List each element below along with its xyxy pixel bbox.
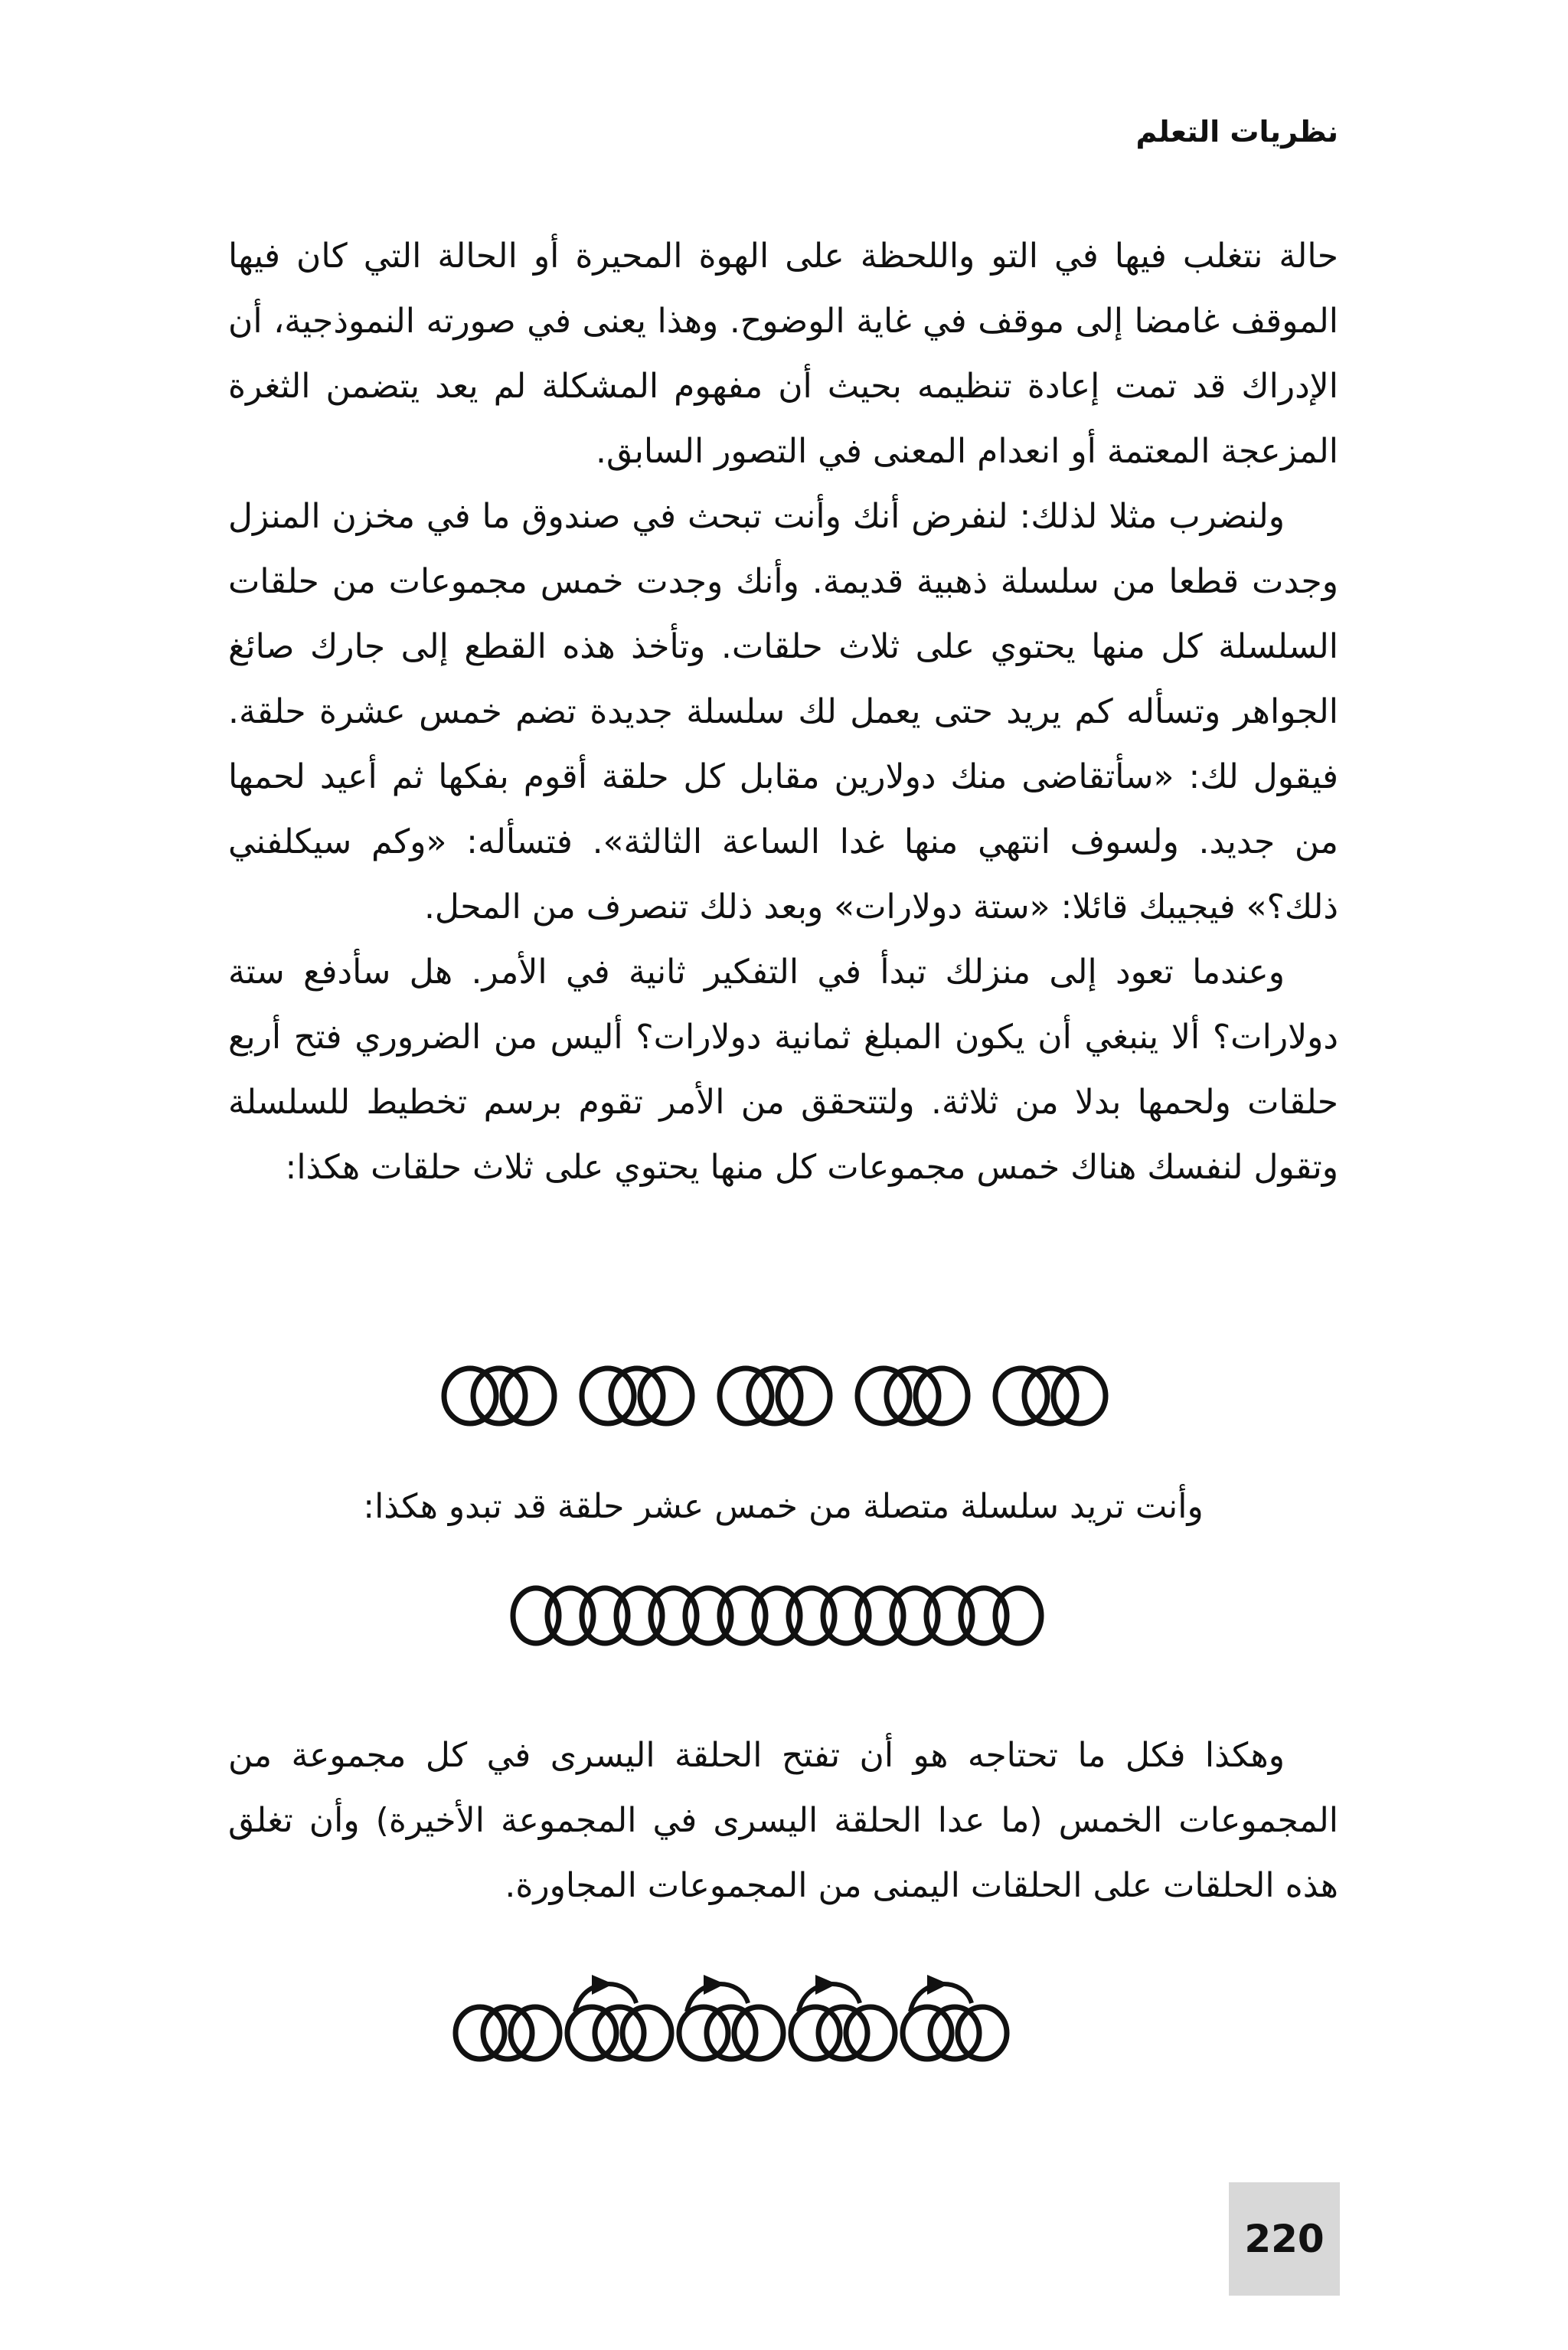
opened-ring-4-1	[791, 2007, 840, 2059]
paragraph-5: وهكذا فكل ما تحتاجه هو أن تفتح الحلقة اليسرى في كل مجموعة من المجموعات الخمس (ما عدا الحلقة اليسرى في المجموعة الأخيرة) وأن تغلق هذه الحلقات على الحلقات اليمنى من المجموعات المجاورة.	[228, 1736, 1338, 1905]
ring-group-2-3	[640, 1368, 692, 1423]
paragraph-3: وعندما تعود إلى منزلك تبدأ في التفكير ثانية في الأمر. هل سأدفع ستة دولارات؟ ألا ينبغي أن يكون المبلغ ثمانية دولارات؟ أليس من الضروري فتح أربع حلقات ولحمها بدلا من ثلاثة. ولتتحقق من الأمر تقوم برسم تخطيط للسلسلة وتقول لنفسك هناك خمس مجموعات كل منها يحتوي على ثلاث حلقات هكذا:	[228, 953, 1338, 1187]
five-groups-diagram	[436, 1351, 1125, 1443]
paragraph-1: حالة نتغلب فيها في التو واللحظة على الهوة المحيرة أو الحالة التي كان فيها الموقف غامضا إلى موقف في غاية الوضوح. وهذا يعنى في صورته النموذجية، أن الإدراك قد تمت إعادة تنظيمه بحيث أن مفهوم المشكلة لم يعد يتضمن الثغرة المزعجة المعتمة أو انعدام المعنى في التصور السابق.	[228, 237, 1338, 471]
opened-ring-3-3	[734, 2007, 783, 2059]
opened-ring-2-2	[595, 2007, 644, 2059]
ring-group-5-3	[1054, 1368, 1106, 1423]
opened-ring-3-1	[679, 2007, 728, 2059]
opened-ring-1-3	[511, 2007, 560, 2059]
ring-group-3-3	[778, 1368, 830, 1423]
paragraph-4: وأنت تريد سلسلة متصلة من خمس عشر حلقة قد تبدو هكذا:	[363, 1487, 1204, 1526]
continuous-chain-diagram	[498, 1574, 1080, 1658]
opened-ring-1-2	[483, 2007, 532, 2059]
arrow-head-1	[592, 1975, 613, 1995]
ring-group-4-3	[916, 1368, 968, 1423]
opened-ring-4-2	[818, 2007, 867, 2059]
opened-ring-1-1	[456, 2007, 505, 2059]
ring-group-2-2	[611, 1368, 663, 1423]
arrow-head-3	[815, 1975, 837, 1995]
ring-group-5-2	[1024, 1368, 1076, 1423]
body-text-top	[228, 224, 1338, 1200]
ring-group-1-3	[502, 1368, 554, 1423]
ring-group-5-1	[995, 1368, 1047, 1423]
opened-rings-diagram	[448, 1960, 1122, 2067]
page-number: 220	[1244, 2217, 1325, 2261]
opened-ring-5-1	[903, 2007, 952, 2059]
arrow-head-2	[704, 1975, 725, 1995]
opened-ring-2-3	[622, 2007, 671, 2059]
ring-group-1-1	[444, 1368, 496, 1423]
running-title: نظريات التعلم	[1135, 115, 1338, 149]
paragraph-2: ولنضرب مثلا لذلك: لنفرض أنك وأنت تبحث في صندوق ما في مخزن المنزل وجدت قطعا من سلسلة ذهبية قديمة. وأنك وجدت خمس مجموعات من حلقات السلسلة كل منها يحتوي على ثلاث حلقات. وتأخذ هذه القطع إلى جارك صائغ الجواهر وتسأله كم يريد حتى يعمل لك سلسلة جديدة تضم خمس عشرة حلقة. فيقول لك: «سأتقاضى منك دولارين مقابل كل حلقة أقوم بفكها ثم أعيد لحمها من جديد. ولسوف انتهي منها غدا الساعة الثالثة». فتسأله: «وكم سيكلفني ذلك؟» فيجيبك قائلا: «ستة دولارات» وبعد ذلك تنصرف من المحل.	[228, 497, 1338, 927]
ring-group-4-1	[858, 1368, 910, 1423]
opened-ring-3-2	[707, 2007, 756, 2059]
ring-group-4-2	[887, 1368, 939, 1423]
opened-ring-4-3	[846, 2007, 895, 2059]
opened-ring-5-3	[958, 2007, 1007, 2059]
opened-ring-5-2	[930, 2007, 979, 2059]
ring-group-3-2	[749, 1368, 801, 1423]
arrow-head-4	[927, 1975, 949, 1995]
body-text-bottom	[228, 1723, 1338, 1918]
chain-ring-15	[995, 1588, 1041, 1643]
opened-ring-2-1	[567, 2007, 616, 2059]
ring-group-2-1	[582, 1368, 634, 1423]
ring-group-3-1	[720, 1368, 772, 1423]
ring-group-1-2	[473, 1368, 525, 1423]
page-number-box	[1229, 2182, 1340, 2296]
